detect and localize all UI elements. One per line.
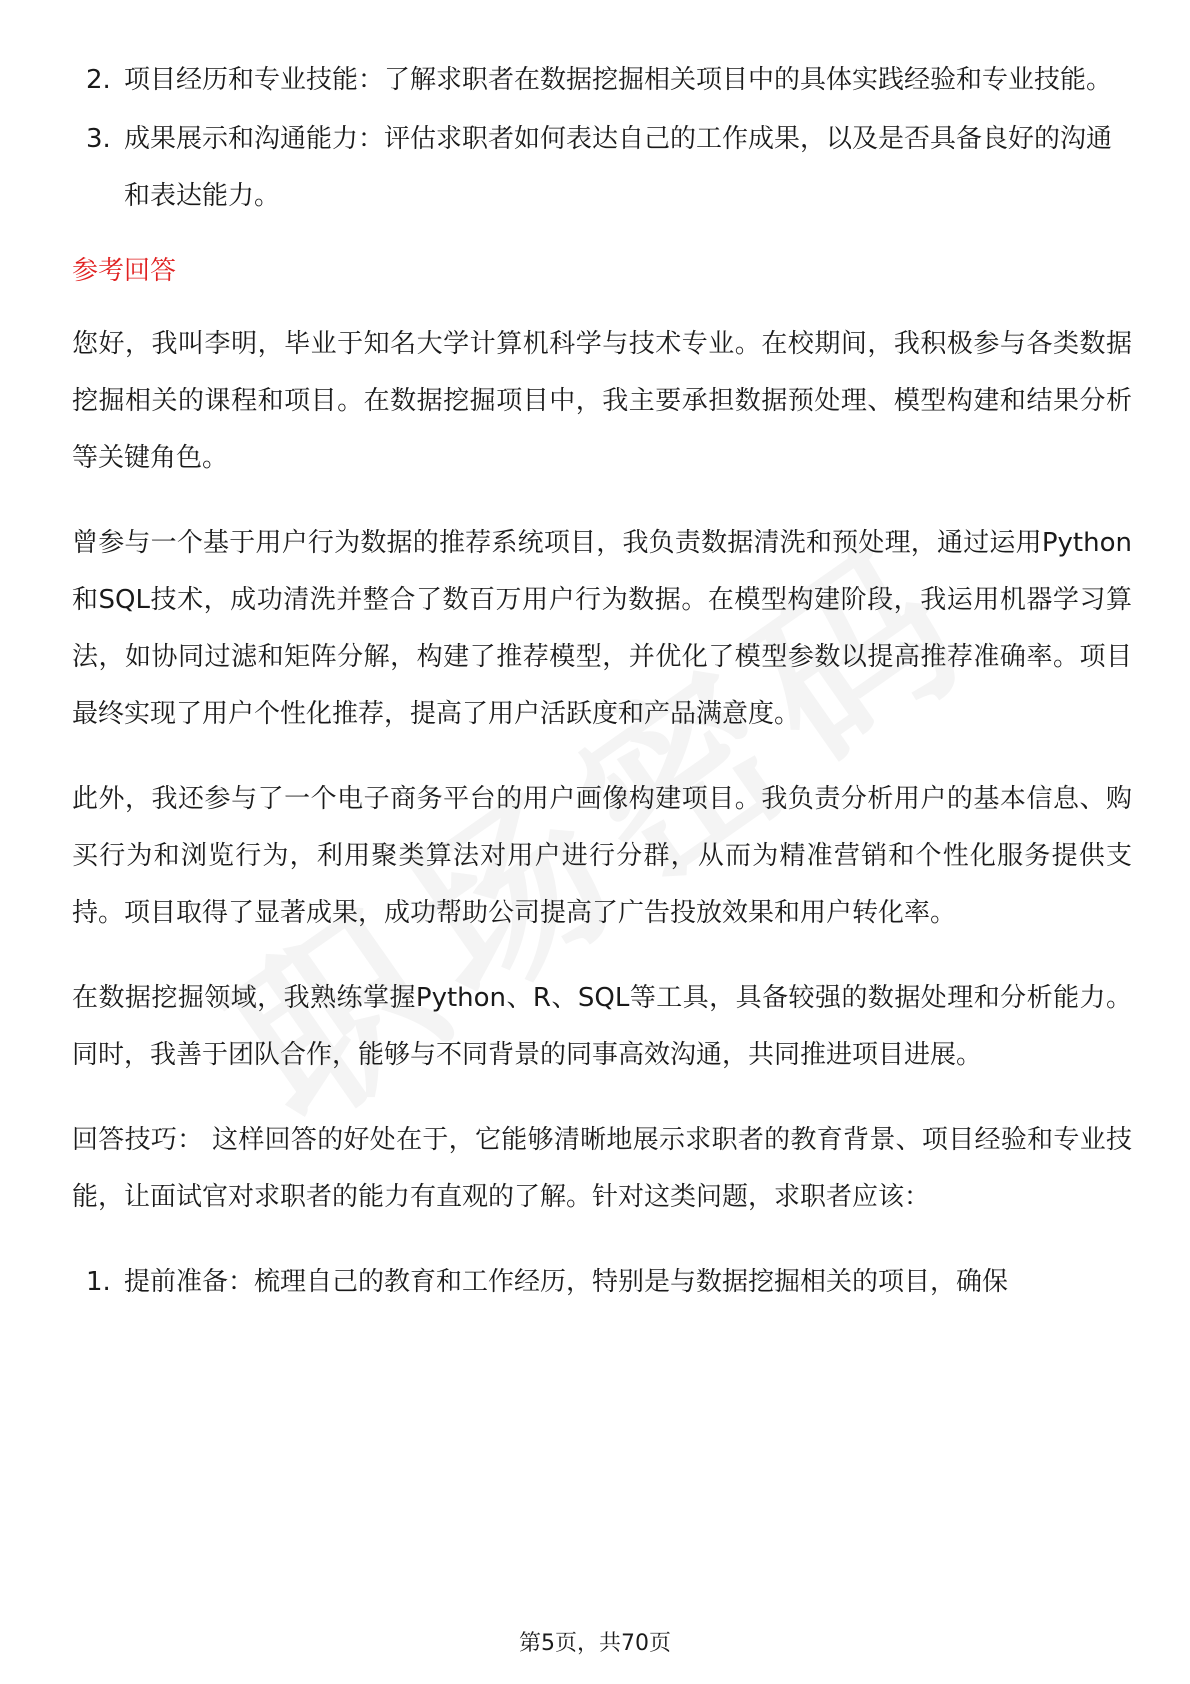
- list-text: 提前准备：梳理自己的教育和工作经历，特别是与数据挖掘相关的项目，确保: [124, 1267, 1009, 1297]
- list-text: 项目经历和专业技能：了解求职者在数据挖掘相关项目中的具体实践经验和专业技能。: [124, 65, 1113, 95]
- paragraph: 此外，我还参与了一个电子商务平台的用户画像构建项目。我负责分析用户的基本信息、购买行为和浏览行为，利用聚类算法对用户进行分群，从而为精准营销和个性化服务提供支持。项目取得了显著成果，成功帮助公司提高了广告投放效果和用户转化率。: [72, 784, 1132, 928]
- list-number: 1.: [86, 1267, 111, 1297]
- paragraph: 您好，我叫李明，毕业于知名大学计算机科学与技术专业。在校期间，我积极参与各类数据挖掘相关的课程和项目。在数据挖掘项目中，我主要承担数据预处理、模型构建和结果分析等关键角色。: [72, 329, 1132, 473]
- criteria-list: [72, 52, 1132, 225]
- page-footer: 第5页，共70页: [519, 1631, 671, 1656]
- section-heading: 参考回答: [72, 256, 177, 286]
- list-number: 3.: [86, 124, 111, 154]
- paragraph: 在数据挖掘领域，我熟练掌握Python、R、SQL等工具，具备较强的数据处理和分析能力。同时，我善于团队合作，能够与不同背景的同事高效沟通，共同推进项目进展。: [72, 983, 1132, 1070]
- list-item: [72, 111, 1132, 225]
- list-item: [72, 52, 1132, 109]
- list-number: 2.: [86, 65, 111, 95]
- paragraph: 曾参与一个基于用户行为数据的推荐系统项目，我负责数据清洗和预处理，通过运用Python和SQL技术，成功清洗并整合了数百万用户行为数据。在模型构建阶段，我运用机器学习算法，如协同过滤和矩阵分解，构建了推荐模型，并优化了模型参数以提高推荐准确率。项目最终实现了用户个性化推荐，提高了用户活跃度和产品满意度。: [72, 528, 1132, 729]
- paragraph: 回答技巧： 这样回答的好处在于，它能够清晰地展示求职者的教育背景、项目经验和专业技能，让面试官对求职者的能力有直观的了解。针对这类问题，求职者应该：: [72, 1125, 1132, 1212]
- document-body: [72, 52, 1132, 1313]
- list-text: 成果展示和沟通能力：评估求职者如何表达自己的工作成果，以及是否具备良好的沟通和表达能力。: [124, 124, 1113, 211]
- tips-list: [72, 1254, 1132, 1311]
- list-item: [72, 1254, 1132, 1311]
